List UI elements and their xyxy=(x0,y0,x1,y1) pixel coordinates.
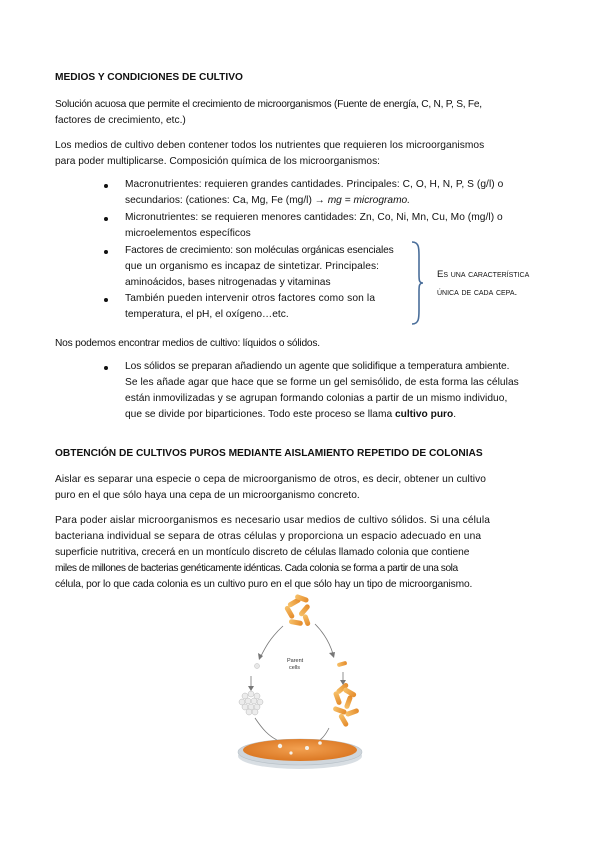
paragraph-line-4: miles de millones de bacterias genéticamente idénticas. Cada colonia se forma a partir de una sola xyxy=(55,563,458,574)
figure-label-line-2: cells xyxy=(289,665,301,671)
aislar-line-1: Aislar es separar una especie o cepa de microorganismo de otros, es decir, obtener un cultivo xyxy=(55,474,487,485)
figure-label-line-1: Parent xyxy=(287,658,304,664)
paragraph-line-1: Para poder aislar microorganismos es necesario usar medios de cultivo sólidos. Si una célula xyxy=(55,515,491,526)
coccus-colony xyxy=(239,691,263,715)
cepa-note-line-2: única de cada cepa. xyxy=(437,287,518,298)
parent-cells-cluster xyxy=(284,594,311,627)
aislar-line-2: puro en el que sólo haya una cepa de un microorganismo concreto. xyxy=(55,490,360,501)
cultivo-puro-term: cultivo puro xyxy=(394,409,454,420)
paragraph-line-5: célula, por lo que cada colonia es un cultivo puro en el que sólo hay un tipo de microorganismo. xyxy=(55,579,473,590)
single-cell-coccus xyxy=(255,664,260,669)
bullet-dot xyxy=(104,250,108,254)
paragraph-line-3: superficie nutritiva, crecerá en un montículo discreto de células llamado colonia que contiene xyxy=(55,547,470,558)
bullet-dot xyxy=(104,366,108,370)
microgramo-note: mg = microgramo. xyxy=(327,195,411,206)
micronutrientes-line-1: Micronutrientes: se requieren menores cantidades: Zn, Co, Ni, Mn, Cu, Mo (mg/l) o xyxy=(125,212,503,223)
otros-factores-line-2: temperatura, el pH, el oxígeno…etc. xyxy=(125,309,289,320)
definition-line-2: factores de crecimiento, etc.) xyxy=(55,115,186,126)
single-cell-rod xyxy=(337,661,348,667)
solidos-text: que se divide por biparticiones. Todo este proceso se llama xyxy=(125,409,395,420)
bullet-dot xyxy=(104,184,108,188)
macronutrientes-line-2 xyxy=(125,193,410,209)
solidos-line-3: están inmovilizadas y se agrupan formando colonias a partir de un mismo individuo, xyxy=(125,393,508,404)
paragraph-line-2: bacteriana individual se separa de otras células y proporciona un espacio adecuado en una xyxy=(55,531,482,542)
solidos-line-1: Los sólidos se preparan añadiendo un agente que solidifique a temperatura ambiente. xyxy=(125,361,510,372)
factores-line-1: Factores de crecimiento: son moléculas orgánicas esenciales xyxy=(125,245,394,256)
solidos-period: . xyxy=(453,409,457,420)
cepa-note-line-1: Es una característica xyxy=(437,269,530,280)
curly-brace-icon xyxy=(408,240,424,326)
section-title-obtencion: OBTENCIÓN DE CULTIVOS PUROS MEDIANTE AISLAMIENTO REPETIDO DE COLONIAS xyxy=(55,448,483,459)
bullet-dot xyxy=(104,217,108,221)
solidos-line-2: Se les añade agar que hace que se forme un gel semisólido, de esta forma las células xyxy=(125,377,519,388)
macronutrientes-line-1: Macronutrientes: requieren grandes cantidades. Principales: C, O, H, N, P, S (g/l) o xyxy=(125,179,504,190)
definition-line-1: Solución acuosa que permite el crecimiento de microorganismos (Fuente de energía, C, N, P, S, Fe, xyxy=(55,99,482,110)
solidos-line-4 xyxy=(125,407,456,423)
factores-line-2: que un organismo es incapaz de sintetizar. Principales: xyxy=(125,261,380,272)
petri-dish xyxy=(238,739,362,769)
factores-line-3: aminoácidos, bases nitrogenadas y vitaminas xyxy=(125,277,331,288)
section-title-medios: MEDIOS Y CONDICIONES DE CULTIVO xyxy=(55,72,243,83)
rod-colony xyxy=(332,682,359,728)
intro-line-1: Los medios de cultivo deben contener todos los nutrientes que requieren los microorganismos xyxy=(55,140,485,151)
micronutrientes-line-2: microelementos específicos xyxy=(125,228,251,239)
colony-formation-diagram xyxy=(225,590,375,770)
otros-factores-line-1: También pueden intervenir otros factores como son la xyxy=(125,293,376,304)
bullet-dot xyxy=(104,298,108,302)
media-types-line: Nos podemos encontrar medios de cultivo: líquidos o sólidos. xyxy=(55,338,320,349)
intro-line-2: para poder multiplicarse. Composición química de los microorganismos: xyxy=(55,156,381,167)
macronutrientes-text: secundarios: (cationes: Ca, Mg, Fe (mg/l) → xyxy=(125,195,328,206)
